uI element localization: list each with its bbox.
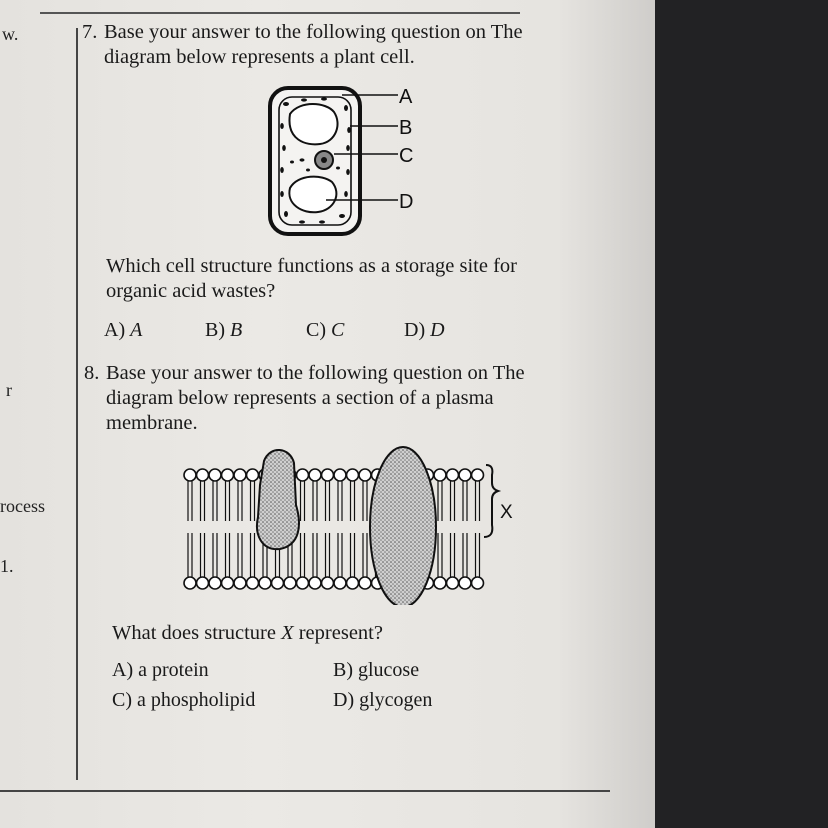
background-surface: [655, 0, 828, 828]
choice-value: A: [130, 319, 143, 341]
peripheral-protein: [257, 450, 299, 549]
choice-value: D: [430, 319, 445, 341]
bottom-rule: [0, 790, 610, 792]
top-rule: [40, 12, 520, 14]
choice-key: B): [333, 659, 353, 681]
choice-key: C): [306, 319, 326, 341]
choice-key: A): [104, 319, 126, 341]
choice-d[interactable]: [333, 689, 432, 712]
choice-key: B): [205, 319, 225, 341]
question-8-prompt: [84, 361, 525, 436]
margin-fragment: w.: [2, 24, 19, 44]
question-line: organic acid wastes?: [106, 280, 276, 302]
choice-b[interactable]: [333, 659, 419, 682]
choice-value: B: [230, 319, 243, 341]
question-text: represent?: [293, 622, 383, 644]
column-divider: [76, 28, 78, 780]
choice-value: a phospholipid: [137, 689, 256, 711]
label-c: C: [399, 145, 414, 167]
question-8-stem: [112, 621, 383, 646]
question-7-stem: [106, 254, 517, 304]
choice-c[interactable]: [306, 319, 344, 342]
choice-value: glucose: [358, 659, 420, 681]
label-a: A: [399, 86, 413, 108]
choice-c[interactable]: [112, 689, 255, 712]
question-number: 7.: [82, 21, 98, 43]
prompt-line: diagram below represents a plant cell.: [104, 46, 415, 68]
plasma-membrane-diagram: [178, 445, 528, 605]
margin-fragment: 1.: [0, 556, 14, 576]
margin-fragment: r: [6, 380, 12, 400]
choice-value: C: [331, 319, 345, 341]
prompt-line: membrane.: [106, 412, 198, 434]
question-text: What does structure: [112, 622, 282, 644]
choice-a[interactable]: [104, 319, 142, 342]
choice-value: glycogen: [359, 689, 433, 711]
prompt-line: Base your answer to the following question on The: [104, 21, 523, 43]
prompt-line: Base your answer to the following question on The: [106, 362, 525, 384]
choice-a[interactable]: [112, 659, 209, 682]
question-line: Which cell structure functions as a storage site for: [106, 255, 517, 277]
label-b: B: [399, 117, 413, 139]
question-number: 8.: [84, 362, 100, 384]
choice-key: D): [404, 319, 426, 341]
choice-key: A): [112, 659, 134, 681]
choice-key: C): [112, 689, 132, 711]
choice-value: a protein: [138, 659, 209, 681]
label-x: X: [500, 502, 513, 523]
question-variable: X: [281, 622, 294, 644]
label-d: D: [399, 191, 414, 213]
bracket-x: [484, 465, 498, 537]
choice-b[interactable]: [205, 319, 242, 342]
plant-cell-diagram: [262, 82, 432, 240]
integral-protein: [370, 447, 436, 605]
choice-d[interactable]: [404, 319, 445, 342]
phospholipid-bilayer: [184, 469, 484, 589]
choice-key: D): [333, 689, 355, 711]
prompt-line: diagram below represents a section of a plasma: [106, 387, 494, 409]
margin-fragment: rocess: [0, 496, 45, 516]
question-7-prompt: [82, 20, 523, 70]
